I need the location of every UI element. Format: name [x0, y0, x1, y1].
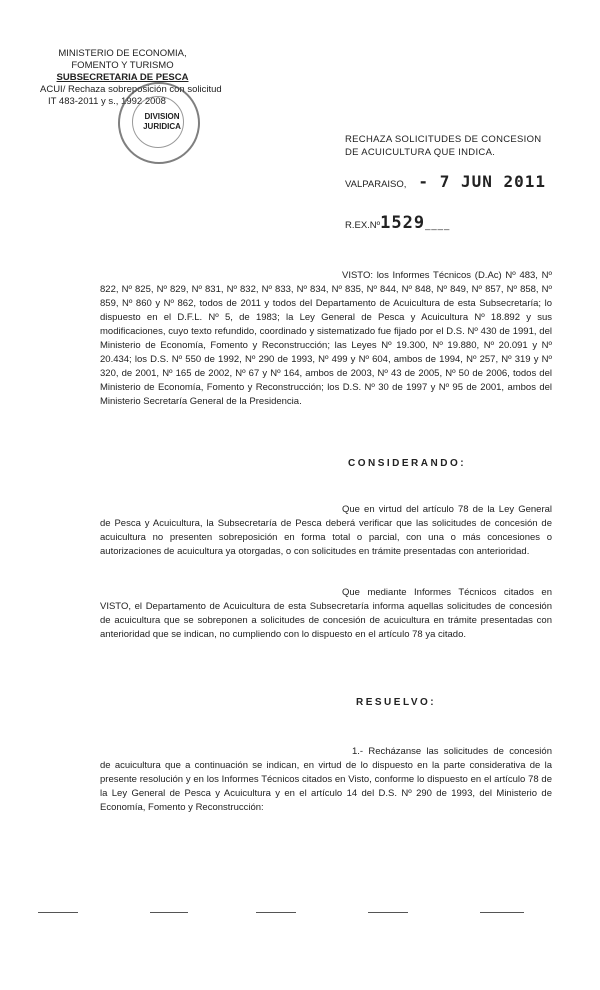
considerando-paragraph-1: Que en virtud del artículo 78 de la Ley General de Pesca y Acuicultura, la Subsecretaría de Pesca deberá verificar que las solicitudes de concesión de acuicultura no presenten sobreposición en forma total o parcial, con una o más concesiones o autorizaciones de acuicultura ya otorgadas, o con solicitudes en trámite presentadas con anterioridad.	[100, 504, 552, 557]
footer-divider	[256, 912, 296, 913]
date-line	[345, 172, 546, 191]
footer-divider	[38, 912, 78, 913]
considerando-paragraph-2: Que mediante Informes Técnicos citados en VISTO, el Departamento de Acuicultura de esta Subsecretaría informa aquellas solicitudes de concesión de acuicultura que se sobreponen a solicitudes de concesión de acuicultura en trámite presentadas con anterioridad que se indican, no cumpliendo con lo dispuesto en el artículo 78 ya citado.	[100, 587, 552, 640]
footer-divider	[368, 912, 408, 913]
ministry-line-2: FOMENTO Y TURISMO	[71, 60, 174, 71]
date-value: - 7 JUN 2011	[418, 172, 547, 191]
visto-paragraph: VISTO: los Informes Técnicos (D.Ac) Nº 483, Nº 822, Nº 825, Nº 829, Nº 831, Nº 832, Nº 833, Nº 834, Nº 835, Nº 844, Nº 848, Nº 849, Nº 857, Nº 858, Nº 859, Nº 860 y Nº 862, todos de 2011 y todos del Departamento de Acuicultura de esta Subsecretaría; lo dispuesto en el D.F.L. Nº 5, de 1983; la Ley General de Pesca y Acuicultura Nº 18.892 y sus modificaciones, cuyo texto refundido, coordinado y sistematizado fue fijado por el D.S. Nº 430 de 1991, del Ministerio de Economía, Fomento y Reconstrucción; las Leyes Nº 19.300, Nº 19.880, Nº 20.091 y Nº 20.434; los D.S. Nº 550 de 1992, Nº 290 de 1993, Nº 499 y Nº 604, ambos de 1994, Nº 257, Nº 319 y Nº 320, de 2001, Nº 165 de 2002, Nº 67 y Nº 164, ambos de 2003, Nº 43 de 2005, Nº 50 de 2006, todos del Ministerio de Economía, Fomento y Reconstrucción; los D.S. Nº 30 de 1997 y Nº 95 de 2001, ambos del Ministerio Secretaría General de la Presidencia.	[100, 270, 552, 407]
considerando-heading: CONSIDERANDO:	[348, 458, 467, 469]
footer-divider	[150, 912, 188, 913]
ministry-line: MINISTERIO DE ECONOMIA,	[58, 48, 187, 59]
date-label: VALPARAISO,	[345, 179, 407, 190]
resuelvo-paragraph-1: 1.- Recházanse las solicitudes de concesión de acuicultura que a continuación se indican, en virtud de lo dispuesto en la parte considerativa de la presente resolución y en los Informes Técnicos citados en Visto, conforme lo dispuesto en el artículo 78 de la Ley General de Pesca y Acuicultura y en el artículo 14 del D.S. Nº 290 de 1993, del Ministerio de Economía, Fomento y Reconstrucción:	[100, 746, 552, 813]
rex-blank: ____	[425, 220, 451, 231]
subsecretaria-line: SUBSECRETARIA DE PESCA	[56, 72, 189, 83]
seal-text: DIVISION JURIDICA	[143, 112, 181, 131]
document-title: RECHAZA SOLICITUDES DE CONCESION DE ACUICULTURA QUE INDICA.	[345, 134, 542, 158]
rex-number: 1529	[380, 213, 426, 233]
resuelvo-heading: RESUELVO:	[356, 697, 437, 708]
rex-label: R.EX.Nº	[345, 220, 381, 231]
resolution-number	[345, 213, 450, 233]
it-reference: IT 483-2011 y s., 1992 2008	[48, 96, 166, 107]
footer-divider	[480, 912, 524, 913]
acui-reference: ACUI/ Rechaza sobreposición con solicitud	[40, 84, 222, 95]
